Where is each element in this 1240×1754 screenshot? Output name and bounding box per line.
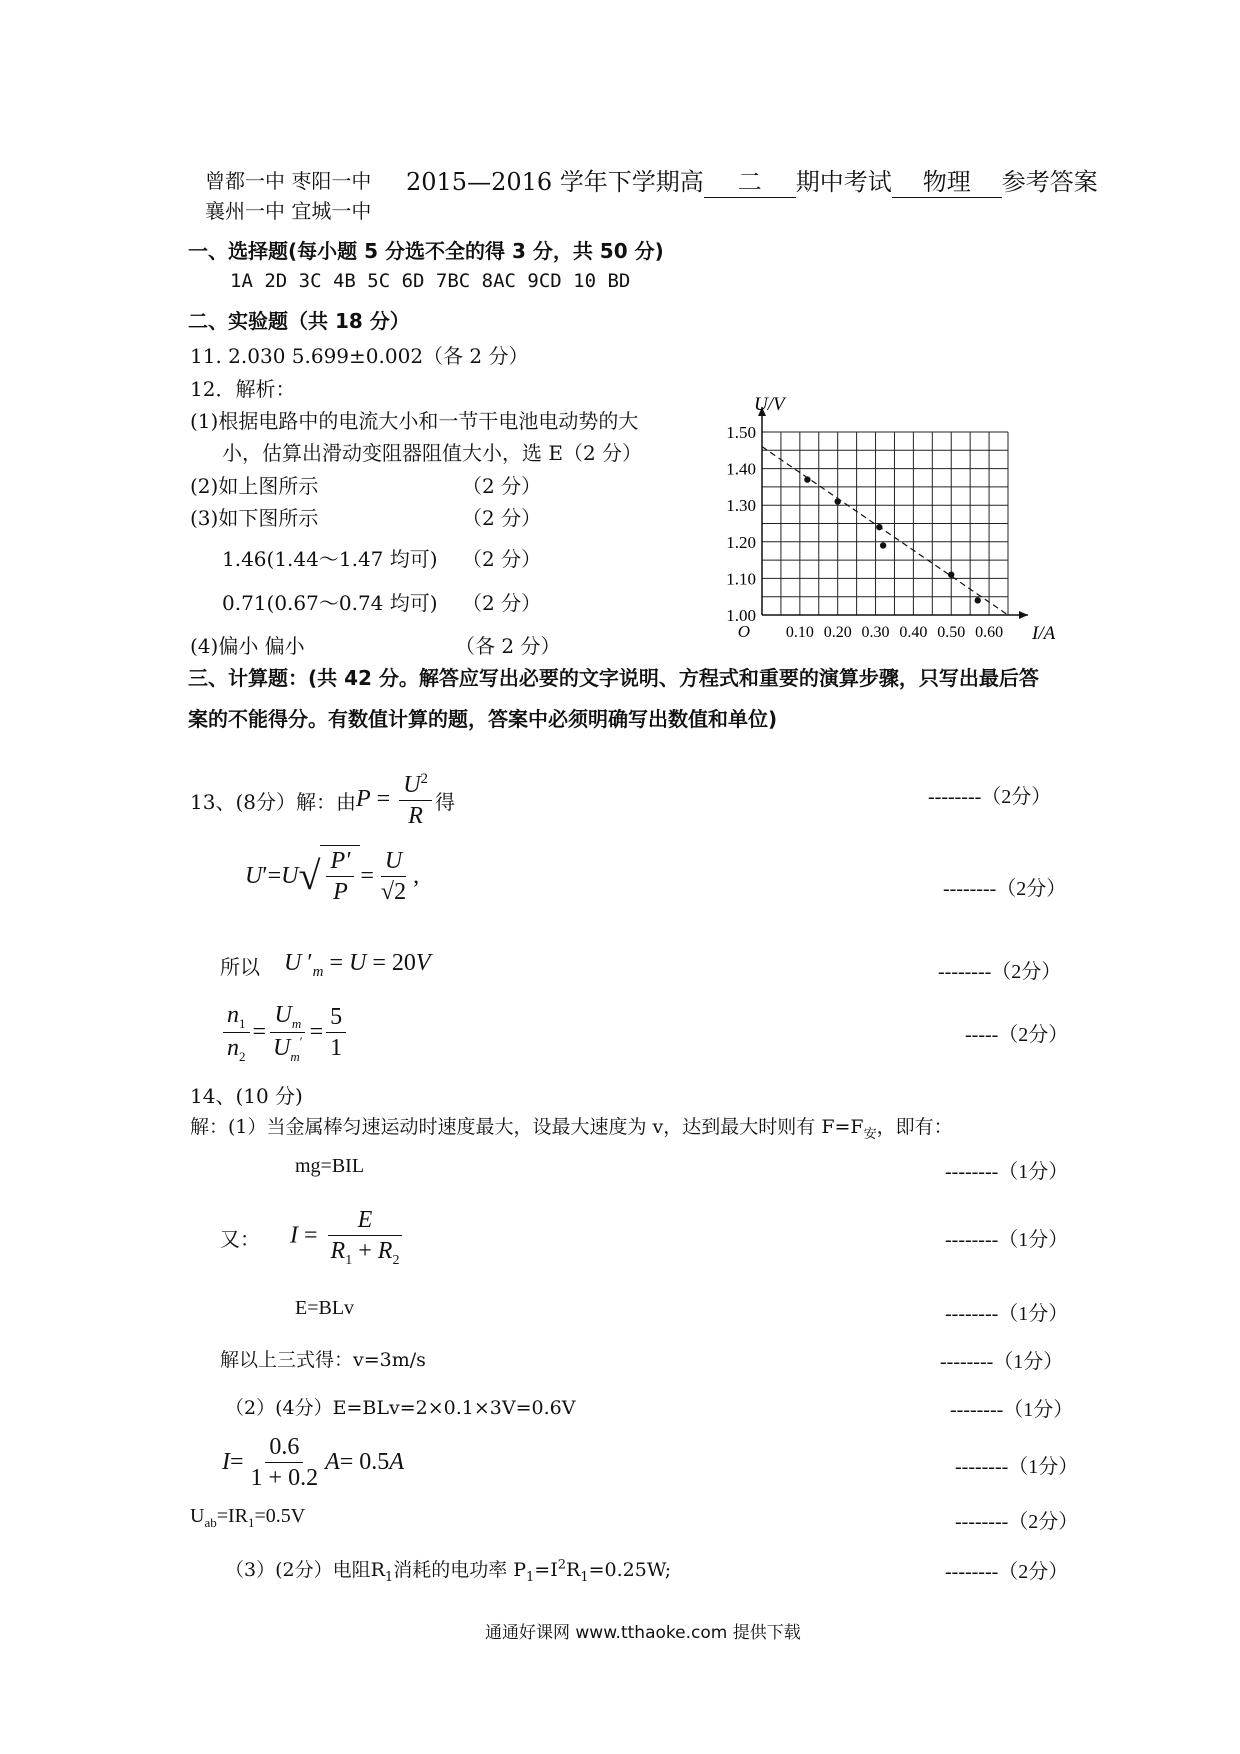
title-prefix: 2015—2016 学年下学期高 (406, 168, 704, 196)
q12-part1a: (1)根据电路中的电流大小和一节干电池电动势的大 (190, 409, 639, 433)
y-tick-label: 1.20 (726, 532, 756, 552)
q13-after: 得 (435, 790, 456, 814)
q14-solve: 解以上三式得：v=3m/s (220, 1349, 426, 1371)
q14-p3-sub3: 1 (580, 1569, 589, 1585)
title-suffix: 参考答案 (1001, 168, 1098, 196)
q13-line1 (190, 770, 455, 831)
section1-heading: 一、选择题(每小题 5 分选不全的得 3 分，共 50 分) (188, 239, 664, 263)
q14-score6: --------（1分） (955, 1456, 1079, 1478)
q14-label: 14、(10 分) (190, 1084, 303, 1108)
data-point (876, 524, 882, 530)
x-tick-label: 0.50 (937, 624, 966, 641)
y-tick-label: 1.40 (726, 459, 756, 479)
q14-score3: --------（1分） (945, 1303, 1069, 1325)
q14-uab-end: =0.5V (254, 1505, 306, 1527)
data-point (804, 476, 810, 482)
q14-score8: --------（2分） (945, 1561, 1069, 1583)
header-schools-line1: 曾都一中 枣阳一中 (205, 169, 372, 193)
q14-formula-current: I = $\frac{E}{R_1 + R_2}$ (290, 1205, 406, 1269)
q12-part2: (2)如上图所示 (190, 474, 319, 498)
q13-score4: -----（2分） (965, 1024, 1069, 1046)
q13-label: 13、(8分）解：由 (190, 790, 356, 814)
data-point (834, 498, 840, 504)
x-tick-label: 0.40 (899, 624, 928, 641)
footer-text: 通通好课网 www.tthaoke.com 提供下载 (485, 1623, 801, 1643)
q14-intro-text: 解：(1）当金属棒匀速运动时速度最大，设最大速度为 v，达到最大时则有 F=F (190, 1116, 864, 1138)
q13-formula-voltage: U ′= U √ $\frac{P'}{P}$ = $\frac{U}{√2}$ , (245, 845, 419, 907)
q12-value1: 1.46(1.44～1.47 均可) (222, 547, 438, 571)
section1-answers: 1A 2D 3C 4B 5C 6D 7BC 8AC 9CD 10 BD (230, 270, 631, 292)
q12-part1b: 小，估算出滑动变阻器阻值大小，选 E（2 分） (222, 441, 643, 465)
q12-part4: (4)偏小 偏小 (190, 634, 305, 658)
q14-p3-rest2: =I (534, 1559, 558, 1581)
q12-part3: (3)如下图所示 (190, 506, 319, 530)
q13-line3 (220, 950, 431, 981)
title-grade: 二 (704, 162, 796, 198)
q12-part3-score: （2 分） (462, 506, 542, 530)
q14-intro-sub: 安 (863, 1126, 877, 1142)
y-tick-label: 1.30 (726, 496, 756, 516)
q14-p3-rest3: R (566, 1559, 581, 1581)
q14-eq1: mg=BIL (295, 1155, 365, 1177)
y-tick-label: 1.50 (726, 423, 756, 442)
q14-p3-rest: 消耗的电功率 P (393, 1559, 527, 1581)
q14-intro (190, 1112, 953, 1142)
q14-uab-u: U (190, 1505, 205, 1527)
q13-score2: --------（2分） (943, 878, 1067, 900)
q14-p3-sub: 1 (384, 1569, 394, 1585)
ui-graph (700, 392, 1080, 652)
y-axis-label: U/V (754, 394, 785, 415)
q14-formula-i: I = $\frac{0.6}{1 + 0.2}$ A = 0.5 A (222, 1434, 404, 1491)
q14-score4: --------（1分） (940, 1351, 1064, 1373)
origin-label: O (737, 622, 750, 641)
x-tick-label: 0.60 (975, 624, 1004, 641)
q11-answer: 11. 2.030 5.699±0.002（各 2 分） (190, 344, 529, 368)
data-point (975, 597, 981, 603)
q12-value2-score: （2 分） (462, 591, 542, 615)
q13-formula-ratio: $\frac{n_1}{n_2}$ = $\frac{U_m}{U_m'}$ = $\frac{5}{1}$ (220, 1000, 349, 1065)
q13-score1: --------（2分） (928, 786, 1052, 808)
q14-uab-sub: ab (204, 1515, 217, 1530)
y-tick-label: 1.00 (726, 606, 756, 625)
q14-p3-sub2: 1 (526, 1569, 535, 1585)
q13-formula-max: U $'_m = U = 20V$ (284, 950, 431, 980)
q14-uab-sub2: 1 (248, 1515, 255, 1530)
q12-part2-score: （2 分） (462, 474, 542, 498)
q14-eq3: E=BLv (295, 1297, 355, 1319)
q14-uab-rest: =IR (216, 1505, 249, 1527)
q12-value2: 0.71(0.67～0.74 均可) (222, 591, 438, 615)
section3-heading-a: 三、计算题：(共 42 分。解答应写出必要的文字说明、方程式和重要的演算步骤，只写出最后答 (188, 666, 1039, 690)
q14-score1: --------（1分） (945, 1161, 1069, 1183)
q14-part2: （2）(4分）E=BLv=2×0.1×3V=0.6V (225, 1397, 576, 1419)
title-subject: 物理 (892, 162, 1002, 198)
q12-part4-score: （各 2 分） (455, 634, 561, 658)
q12-value1-score: （2 分） (462, 547, 542, 571)
header-title (406, 162, 1098, 198)
q14-uab (190, 1505, 305, 1531)
q14-intro-end: ，即有： (876, 1116, 953, 1138)
y-tick-label: 1.10 (726, 569, 756, 589)
q12-label: 12．解析： (190, 377, 296, 401)
q14-p3-end: =0.25W; (588, 1559, 672, 1581)
x-axis-arrow (1019, 611, 1028, 619)
x-tick-label: 0.30 (861, 624, 890, 641)
q14-p3-text: （3）(2分）电阻R (225, 1559, 385, 1581)
x-tick-label: 0.20 (823, 624, 852, 641)
data-point (948, 572, 954, 578)
q14-line-again (220, 1205, 406, 1269)
q13-formula-power: P = $\frac{U^2}{R}$ (356, 770, 435, 831)
x-axis-label: I/A (1032, 623, 1056, 644)
data-point (880, 542, 886, 548)
x-tick-label: 0.10 (785, 624, 814, 641)
header-schools-line2: 襄州一中 宜城一中 (205, 199, 372, 223)
fit-line (762, 447, 1008, 615)
title-mid: 期中考试 (795, 168, 892, 196)
q14-score5: --------（1分） (950, 1399, 1074, 1421)
q14-again: 又： (220, 1226, 260, 1251)
q14-score2: --------（1分） (945, 1229, 1069, 1251)
q14-score7: --------（2分） (955, 1511, 1079, 1533)
section3-heading-b: 案的不能得分。有数值计算的题，答案中必须明确写出数值和单位) (188, 707, 778, 731)
q13-score3: --------（2分） (938, 961, 1062, 983)
q14-part3 (225, 1555, 671, 1585)
q14-p3-sup: 2 (557, 1557, 567, 1573)
q13-so: 所以 (220, 954, 260, 979)
section2-heading: 二、实验题（共 18 分） (188, 309, 410, 333)
